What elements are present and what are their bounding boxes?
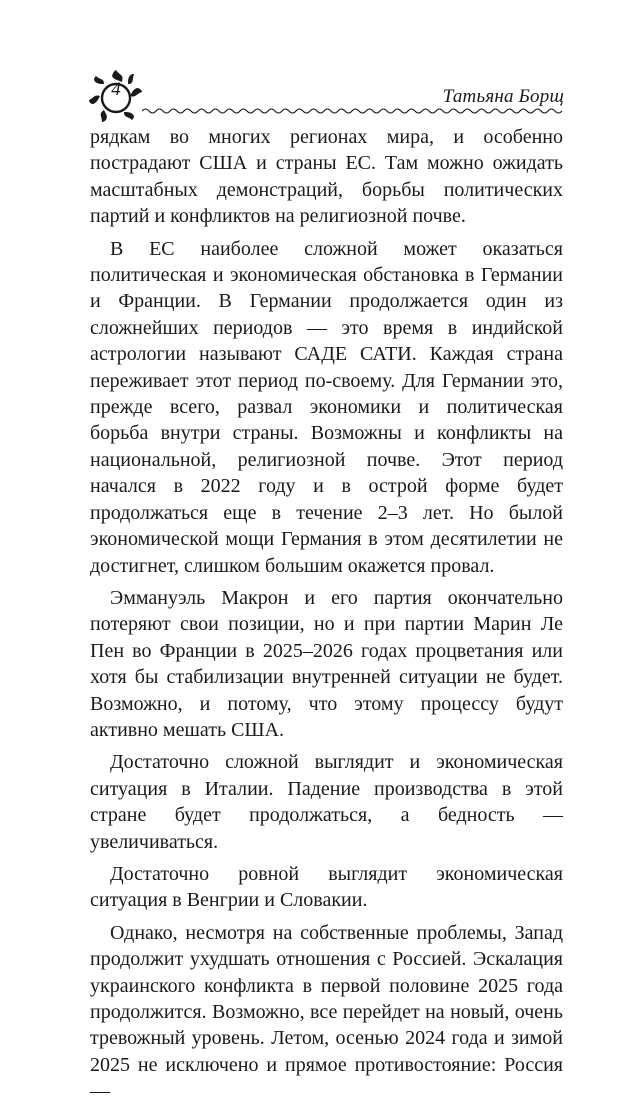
paragraph: рядкам во многих регионах мира, и особенно пострадают США и страны ЕС. Там можно ожидать масштабных демонстраций, борьбы политических партий и конфликтов на религиозной почве.	[90, 126, 563, 228]
paragraph: Достаточно ровной выглядит экономическая ситуация в Венгрии и Словакии.	[90, 862, 563, 912]
paragraph: Однако, несмотря на собственные проблемы, Запад продолжит ухудшать отношения с Россией. Эскалация украинского конфликта в первой половине 2025 года продолжится. Возможно, все перейдет на новый, очень тревожный уровень. Летом, осенью 2024 года и зимой 2025 не исключено и прямое противостояние: Россия —	[90, 921, 563, 1103]
page-header	[84, 66, 564, 128]
paragraph: Достаточно сложной выглядит и экономическая ситуация в Италии. Падение производства в этой стране будет продолжаться, а бедность — увеличиваться.	[90, 751, 563, 853]
body-text	[90, 124, 563, 1105]
paragraph: В ЕС наиболее сложной может оказаться политическая и экономическая обстановка в Германии и Франции. В Германии продолжается один из сложнейших периодов — это время в индийской астрологии называют САДЕ САТИ. Каждая страна переживает этот период по-своему. Для Германии это, прежде всего, развал экономики и политическая борьба внутри страны. Возможны и конфликты на национальной, религиозной почве. Этот период начался в 2022 году и в острой форме будет продолжаться еще в течение 2–3 лет. Но былой экономической мощи Германия в этом десятилетии не достигнет, слишком большим окажется провал.	[90, 237, 563, 577]
page-number: 4	[111, 79, 121, 100]
running-title: Татьяна Борщ	[442, 86, 564, 107]
paragraph: Эммануэль Макрон и его партия окончательно потеряют свои позиции, но и при партии Марин Ле Пен во Франции в 2025–2026 годах процветания или хотя бы стабилизации внутренней ситуации не будет. Возможно, и потому, что этому процессу будут активно мешать США.	[90, 586, 563, 741]
